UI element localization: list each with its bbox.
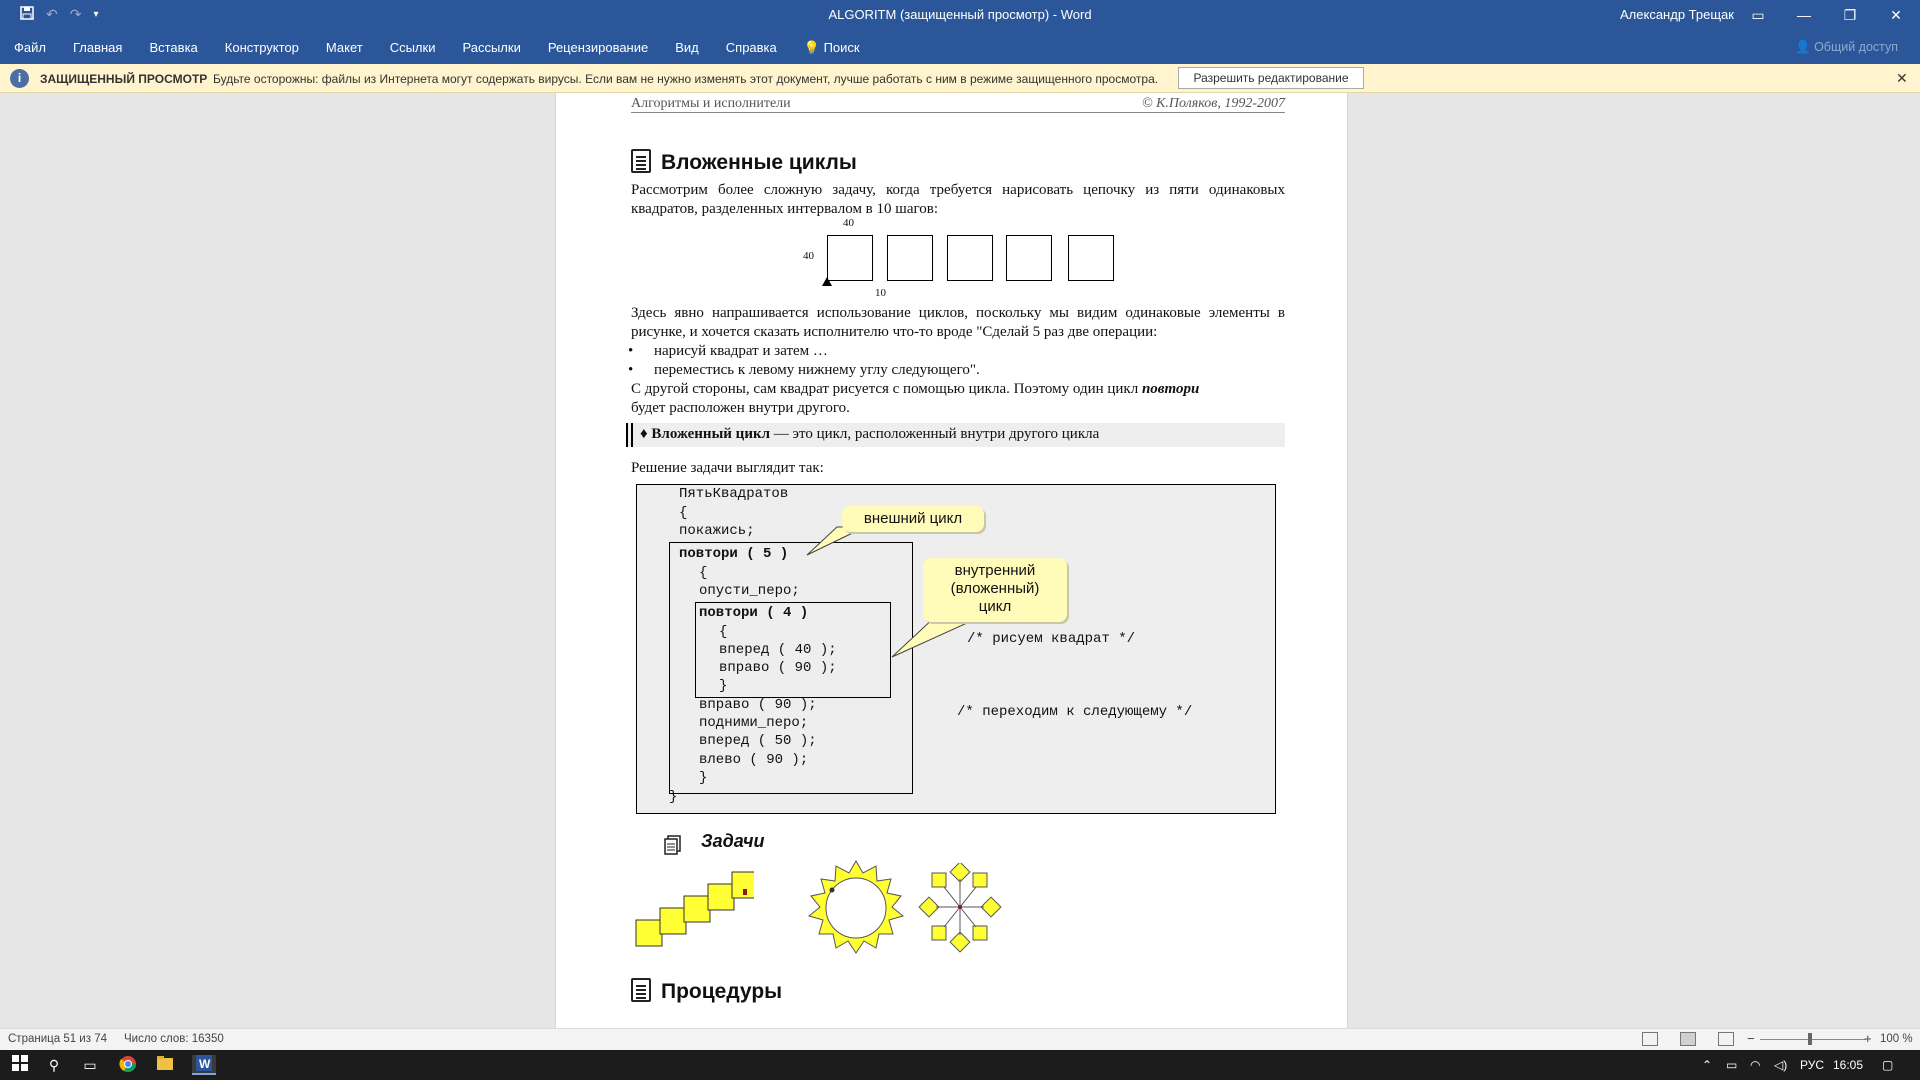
ribbon-display-icon[interactable]: ▭: [1751, 7, 1765, 23]
definition-box: [626, 423, 1285, 447]
tab-layout[interactable]: Макет: [325, 40, 363, 55]
share-button[interactable]: [1795, 40, 1898, 55]
code-comment: /* переходим к следующему */: [957, 704, 1193, 720]
code-line: {: [699, 565, 708, 581]
print-layout-icon[interactable]: [1680, 1032, 1696, 1046]
protected-view-bar: [0, 64, 1920, 93]
code-line: {: [679, 505, 688, 521]
heading-procedures-text: Процедуры: [661, 980, 783, 1003]
clock[interactable]: 16:05: [1833, 1058, 1864, 1072]
zoom-in-button[interactable]: +: [1864, 1031, 1872, 1046]
code-line: вперед ( 40 );: [719, 642, 837, 658]
square: [947, 235, 993, 281]
square: [1006, 235, 1052, 281]
square: [887, 235, 933, 281]
flower-squares-image: [916, 863, 1006, 953]
code-line: повтори ( 5 ): [679, 546, 789, 562]
page[interactable]: [555, 93, 1348, 1028]
enable-editing-button[interactable]: Разрешить редактирование: [1178, 67, 1364, 89]
heading-nested-loops-text: Вложенные циклы: [661, 151, 857, 174]
protected-view-text: Будьте осторожны: файлы из Интернета могут содержать вирусы. Если вам не нужно изменять этот документ, лучше работать с ним в режиме защищенного просмотра.: [213, 72, 1159, 86]
undo-icon[interactable]: ↶: [46, 6, 58, 22]
paragraph-3-b: будет расположен внутри другого.: [631, 400, 850, 416]
callout-inner-loop: [923, 558, 1067, 622]
definition-text: ♦ Вложенный цикл — это цикл, расположенный внутри другого цикла: [640, 426, 1100, 442]
window-title: ALGORITM (защищенный просмотр) - Word: [828, 7, 1092, 22]
tasks-icon: [664, 835, 682, 855]
code-line: повтори ( 4 ): [699, 605, 809, 621]
change-bar: [626, 423, 633, 447]
zoom-level[interactable]: 100 %: [1880, 1033, 1913, 1045]
windows-start-icon[interactable]: [10, 1055, 30, 1075]
tab-help[interactable]: Справка: [725, 40, 777, 55]
restore-button[interactable]: ❐: [1843, 7, 1857, 23]
battery-icon[interactable]: ▭: [1726, 1058, 1738, 1072]
tab-file[interactable]: Файл: [14, 40, 46, 55]
code-line: опусти_перо;: [699, 583, 800, 599]
lightbulb-icon: 💡: [803, 40, 820, 55]
svg-text:W: W: [199, 1057, 211, 1071]
tab-review[interactable]: Рецензирование: [547, 40, 649, 55]
document-area[interactable]: [0, 93, 1920, 1028]
definition-term: Вложенный цикл: [651, 426, 771, 442]
code-line: влево ( 90 );: [699, 752, 809, 768]
header-left: Алгоритмы и исполнители: [631, 96, 791, 111]
code-line: }: [669, 789, 678, 805]
page-header: [631, 95, 1285, 113]
zoom-slider[interactable]: [1760, 1039, 1866, 1040]
word-count[interactable]: Число слов: 16350: [124, 1033, 224, 1045]
page-count[interactable]: Страница 51 из 74: [8, 1033, 107, 1045]
share-label: Общий доступ: [1814, 40, 1899, 54]
code-line: покажись;: [679, 523, 755, 539]
paragraph-4: Решение задачи выглядит так:: [631, 460, 824, 476]
callout-inner-line: внутренний: [954, 562, 1036, 579]
code-line: }: [719, 678, 728, 694]
tasks-heading: Задачи: [701, 831, 765, 851]
user-name[interactable]: Александр Трещак: [1620, 7, 1734, 22]
callout-inner-line: (вложенный): [950, 580, 1040, 597]
fig-label-bottom: 10: [875, 287, 886, 299]
staircase-squares-image: [634, 868, 754, 948]
keyword-povtori: повтори: [1141, 381, 1200, 397]
close-icon[interactable]: ✕: [1896, 70, 1908, 86]
star-ring-image: [806, 858, 906, 958]
language-indicator[interactable]: РУС: [1800, 1058, 1825, 1072]
fig-label-top: 40: [843, 217, 854, 229]
redo-icon[interactable]: ↷: [69, 6, 82, 22]
callout-pointers: [637, 485, 1277, 815]
zoom-out-button[interactable]: −: [1747, 1031, 1755, 1046]
zoom-slider-thumb[interactable]: [1808, 1033, 1812, 1045]
start-arrow-icon: [821, 275, 833, 287]
task-view-icon[interactable]: ▭: [83, 1057, 97, 1073]
bullet-item: • переместись к левому нижнему углу следующего".: [654, 362, 980, 379]
notifications-icon[interactable]: ▢: [1882, 1058, 1894, 1072]
volume-icon[interactable]: ◁): [1774, 1058, 1788, 1072]
code-line: ПятьКвадратов: [679, 486, 789, 502]
tab-search-label: Поиск: [823, 40, 860, 55]
tab-design[interactable]: Конструктор: [224, 40, 299, 55]
callout-inner-line: цикл: [978, 598, 1012, 615]
paragraph-3: [631, 380, 1285, 418]
network-icon[interactable]: ◠: [1750, 1058, 1761, 1072]
code-line: {: [719, 624, 728, 640]
header-right: © К.Поляков, 1992-2007: [1141, 96, 1285, 111]
square: [1068, 235, 1114, 281]
shield-icon: i: [10, 69, 29, 88]
tab-references[interactable]: Ссылки: [389, 40, 436, 55]
paragraph-2: Здесь явно напрашивается использование циклов, поскольку мы видим одинаковые элементы в рисунке, и хочется сказать исполнителю что-то вроде "Сделай 5 раз две операции:: [631, 305, 1285, 340]
code-line: вправо ( 90 );: [699, 697, 817, 713]
web-layout-icon[interactable]: [1718, 1032, 1734, 1046]
tab-insert[interactable]: Вставка: [149, 40, 198, 55]
fig-label-left: 40: [803, 250, 814, 262]
tab-search[interactable]: [804, 40, 860, 56]
close-button[interactable]: ✕: [1890, 7, 1902, 23]
callout-outer-loop: внешний цикл: [842, 506, 984, 532]
tab-home[interactable]: Главная: [72, 40, 123, 55]
taskbar: [0, 1050, 1920, 1080]
file-explorer-icon[interactable]: [155, 1055, 175, 1075]
search-icon[interactable]: ⚲: [48, 1057, 60, 1073]
square: [827, 235, 873, 281]
tab-mailings[interactable]: Рассылки: [462, 40, 521, 55]
paragraph-1: Рассмотрим более сложную задачу, когда требуется нарисовать цепочку из пяти одинаковых квадратов, разделенных интервалом в 10 шагов:: [631, 182, 1285, 217]
customize-icon[interactable]: ▾: [93, 9, 99, 20]
status-bar: [0, 1028, 1920, 1050]
tray-chevron-icon[interactable]: ⌃: [1702, 1058, 1713, 1072]
code-line: }: [699, 770, 708, 786]
code-box: [636, 484, 1276, 814]
title-bar: [0, 0, 1920, 31]
tab-view[interactable]: Вид: [675, 40, 699, 55]
ribbon-tabs: [0, 31, 1920, 64]
person-icon: 👤: [1795, 40, 1811, 54]
heading-nested-loops: [631, 149, 857, 175]
heading-procedures: [631, 978, 782, 1004]
code-line: подними_перо;: [699, 715, 809, 731]
document-icon: [631, 149, 651, 173]
document-icon: [631, 978, 651, 1002]
chrome-icon[interactable]: [118, 1055, 138, 1075]
code-line: вперед ( 50 );: [699, 733, 817, 749]
word-app-icon[interactable]: [192, 1055, 216, 1075]
read-mode-icon[interactable]: [1642, 1032, 1658, 1046]
definition-rest: — это цикл, расположенный внутри другого цикла: [770, 426, 1100, 442]
paragraph-3-a: С другой стороны, сам квадрат рисуется с помощью цикла. Поэтому один цикл: [631, 381, 1142, 397]
code-comment: /* рисуем квадрат */: [967, 631, 1136, 647]
protected-view-label: ЗАЩИЩЕННЫЙ ПРОСМОТР: [40, 72, 208, 86]
bullet-item: • нарисуй квадрат и затем …: [654, 343, 828, 360]
minimize-button[interactable]: —: [1797, 7, 1811, 23]
code-line: вправо ( 90 );: [719, 660, 837, 676]
